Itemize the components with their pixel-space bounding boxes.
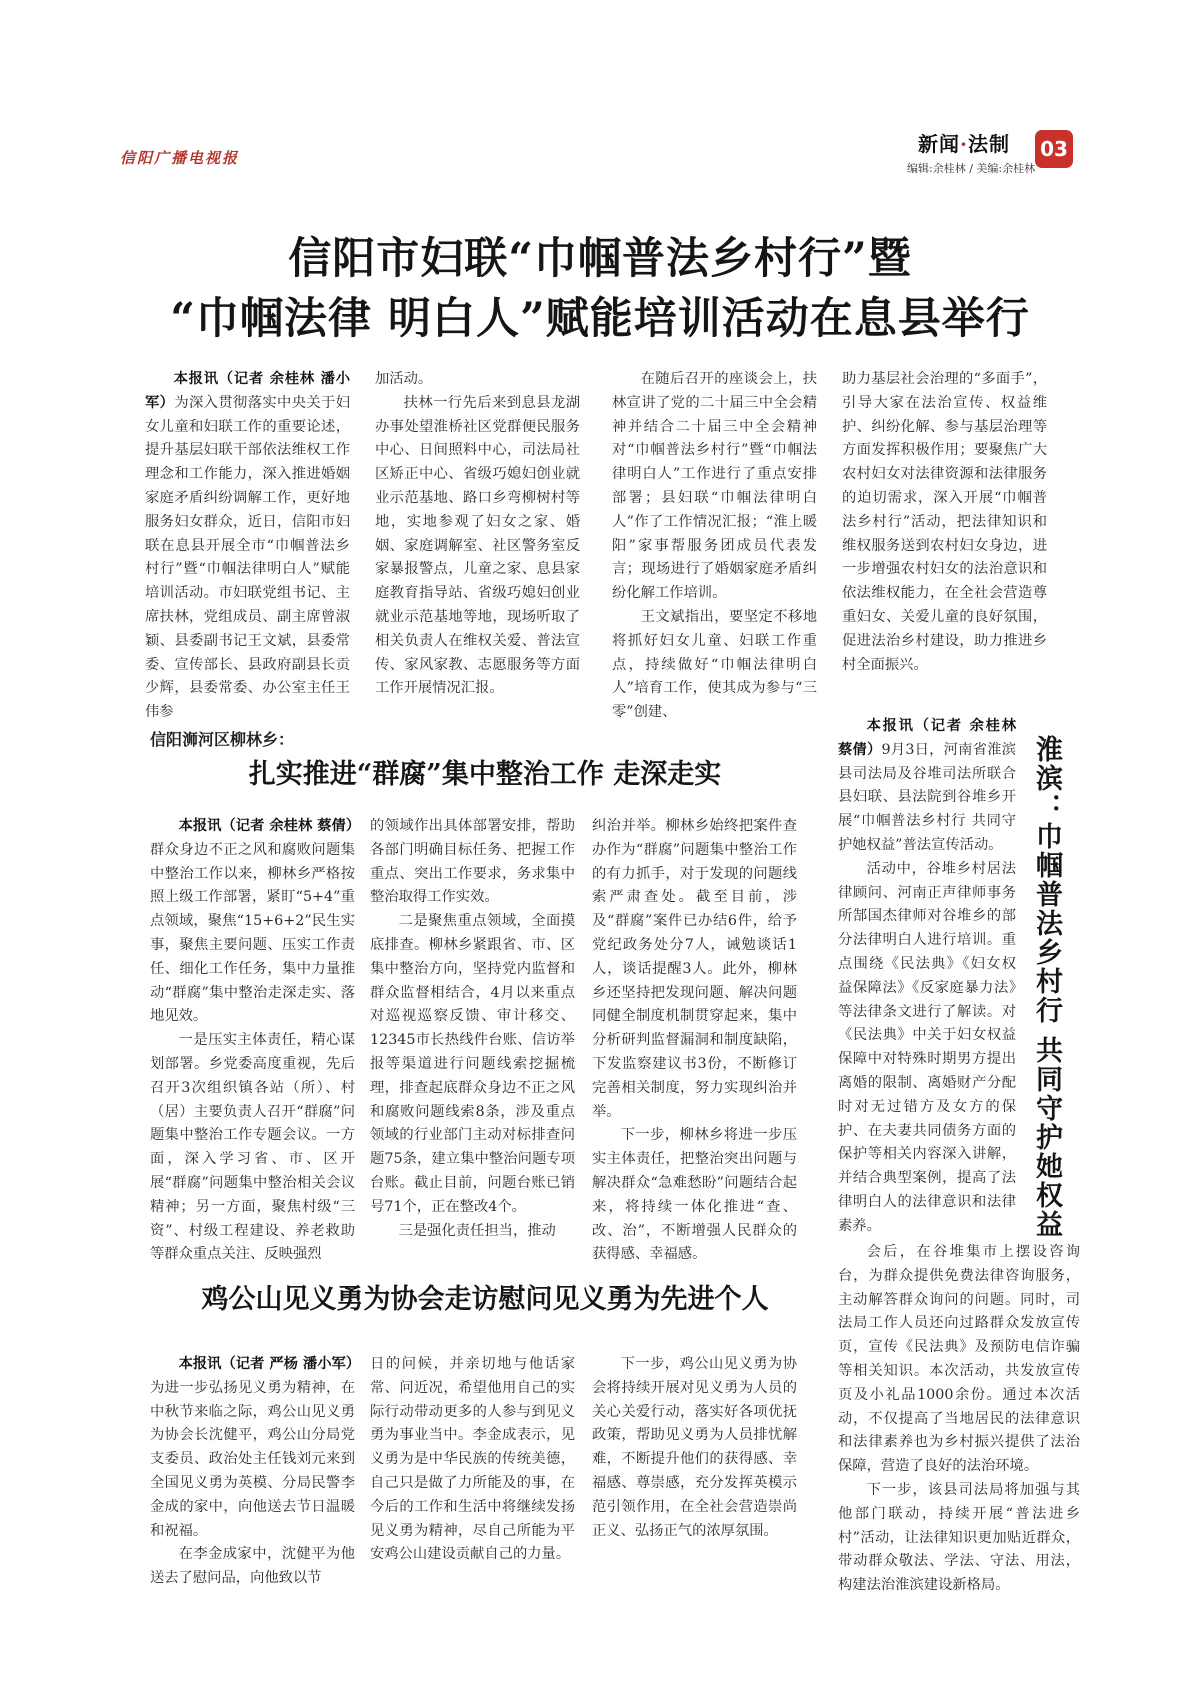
article1-col3-p1: 在随后召开的座谈会上，扶林宣讲了党的二十届三中全会精神并结合二十届三中全会精神对“巾帼普法乡村行”暨“巾帼法律明白人”工作进行了重点安排部署；县妇联“巾帼法律明白人”作了工作情况汇报；“淮上暖阳”家事帮服务团成员代表发言；现场进行了婚姻家庭矛盾纠纷化解工作培训。 — [612, 371, 817, 602]
article2-column-1 — [150, 815, 361, 1263]
article3-column-2 — [838, 1241, 1080, 1594]
article2-column-3 — [592, 815, 797, 1263]
article1-col1-text: 为深入贯彻落实中央关于妇女儿童和妇联工作的重要论述，提升基层妇联干部依法维权工作理念和工作能力，深入推进婚姻家庭矛盾纠纷调解工作，更好地服务妇女群众，近日，信阳市妇联在息县开展全市“巾帼普法乡村行”暨“巾帼法律明白人”赋能培训活动。市妇联党组书记、主席扶林，党组成员、副主席曾淑颖、县委副书记王文斌，县委常委、宣传部长、县政府副县长贡少辉，县委常委、办公室主任王伟参 — [145, 394, 351, 721]
article4-column-2 — [370, 1353, 575, 1593]
article1-title-line2: “巾帼法律 明白人”赋能培训活动在息县举行 — [170, 294, 1030, 344]
editor-credits: 编辑:余桂林 / 美编:余桂林 — [907, 162, 1036, 175]
article4-byline: 本报讯（记者 严杨 潘小军） — [178, 1356, 361, 1372]
article1-column-4 — [842, 368, 1047, 688]
article2-column-2 — [370, 815, 575, 1239]
article3-col2-p1: 会后，在谷堆集市上摆设咨询台，为群众提供免费法律咨询服务，主动解答群众询问的问题。同时，司法局工作人员还向过路群众发放宣传页，宣传《民法典》及预防电信诈骗等相关知识。本次活动，共发放宣传页及小礼品1000余份。通过本次活动，不仅提高了当地居民的法律意识和法律素养也为乡村振兴提供了法治保障，营造了良好的法治环境。 — [838, 1244, 1080, 1475]
masthead: 信阳广播电视报 — [120, 149, 240, 167]
article3-col2-p2: 下一步，该县司法局将加强与其他部门联动，持续开展“普法进乡村”活动，让法律知识更加贴近群众，带动群众敬法、学法、守法、用法，构建法治淮滨建设新格局。 — [838, 1481, 1080, 1594]
section-label-law: 法制 — [967, 132, 1010, 156]
section-label-news: 新闻 — [918, 132, 960, 156]
article2-col3-p2: 下一步，柳林乡将进一步压实主体责任，把整治突出问题与解决群众“急难愁盼”问题结合起来，将持续一体化推进“查、改、治”，不断增强人民群众的获得感、幸福感。 — [592, 1127, 797, 1263]
article4-column-3 — [592, 1353, 797, 1593]
article3-col1-p2: 活动中，谷堆乡村居法律顾问、河南正声律师事务所郜国杰律师对谷堆乡的部分法律明白人进行培训。重点围绕《民法典》《妇女权益保障法》《反家庭暴力法》等法律条文进行了解读。对《民法典》中关于妇女权益保障中对特殊时期男方提出离婚的限制、离婚财产分配时对无过错方及女方的保护、在夫妻共同债务方面的保护等相关内容深入讲解，并结合典型案例，提高了法律明白人的法律意识和法律素养。 — [838, 860, 1016, 1234]
article2-col3-p1: 纠治并举。柳林乡始终把案件查办作为“群腐”问题集中整治工作的有力抓手，对于发现的问题线索严肃查处。截至目前，涉及“群腐”案件已办结6件，给予党纪政务处分7人，诫勉谈话1人，谈话提醒3人。此外，柳林乡还坚持把发现问题、解决问题同健全制度机制贯穿起来，集中分析研判监督漏洞和制度缺陷，下发监察建议书3份，不断修订完善相关制度，努力实现纠治并举。 — [592, 818, 797, 1120]
article1-byline: 本报讯（记者 余桂林 潘小军） — [145, 371, 350, 411]
article2-title: 扎实推进“群腐”集中整治工作 走深走实 — [248, 759, 722, 790]
article1-title-line1: 信阳市妇联“巾帼普法乡村行”暨 — [288, 234, 912, 284]
article3-column-1 — [838, 715, 1016, 1237]
article2-col1-p2: 一是压实主体责任，精心谋划部署。乡党委高度重视，先后召开3次组织镇各站（所）、村（居）主要负责人召开“群腐”问题集中整治工作专题会议。一方面，深入学习省、市、区开展“群腐”问题集中整治相关会议精神；另一方面，聚焦村级“三资”、村级工程建设、养老救助等群众重点关注、反映强烈 — [150, 1032, 355, 1263]
article4-column-1 — [150, 1353, 361, 1593]
section-separator: · — [960, 132, 968, 156]
article1-col4-p1: 助力基层社会治理的“多面手”，引导大家在法治宣传、权益维护、纠纷化解、参与基层治理等方面发挥积极作用；要聚焦广大农村妇女对法律资源和法律服务的迫切需求，深入开展“巾帼普法乡村行”活动，把法律知识和维权服务送到农村妇女身边，进一步增强农村妇女的法治意识和依法维权能力，在全社会营造尊重妇女、关爱儿童的良好氛围，促进法治乡村建设，助力推进乡村全面振兴。 — [842, 371, 1047, 673]
article4-col1-p2: 在李金成家中，沈健平为他送去了慰问品，向他致以节 — [150, 1546, 355, 1587]
article1-column-2 — [375, 368, 580, 697]
article3-byline: 本报讯（记者 余桂林 蔡倩） — [838, 718, 1016, 758]
article2-col2-p2: 二是聚焦重点领域，全面摸底排查。柳林乡紧跟省、市、区集中整治方向，坚持党内监督和群众监督相结合，4月以来重点对巡视巡察反馈、审计移交、12345市长热线件台账、信访举报等渠道进行问题线索挖掘梳理，排查起底群众身边不正之风和腐败问题线索8条，涉及重点领域的行业部门主动对标排查问题75条，建立集中整治问题专项台账。截止目前，问题台账已销号71个，正在整改4个。 — [370, 913, 575, 1215]
article3-col1-p1: 9月3日，河南省淮滨县司法局及谷堆司法所联合县妇联、县法院到谷堆乡开展“巾帼普法乡村行 共同守护她权益”普法宣传活动。 — [838, 741, 1016, 853]
section-name — [918, 128, 1010, 157]
article2-col1-p1: 群众身边不正之风和腐败问题集中整治工作以来，柳林乡严格按照上级工作部署，紧盯“5+4”重点领域，聚焦“15+6+2”民生实事，聚焦主要问题、压实工作责任、细化工作任务，集中力量推动“群腐”集中整治走深走实、落地见效。 — [150, 841, 355, 1025]
article2-kicker: 信阳浉河区柳林乡： — [150, 730, 295, 749]
article4-col1-p1: 为进一步弘扬见义勇为精神，在中秋节来临之际，鸡公山见义勇为协会长沈健平，鸡公山分局党支委员、政治处主任钱刘元来到全国见义勇为英模、分局民警李金成的家中，向他送去节日温暖和祝福。 — [150, 1379, 355, 1539]
article1-column-3 — [612, 368, 817, 721]
article2-col2-p1: 的领域作出具体部署安排，帮助各部门明确目标任务、把握工作重点、突出工作要求，务求集中整治取得工作实效。 — [370, 818, 575, 906]
article4-title: 鸡公山见义勇为协会走访慰问见义勇为先进个人 — [201, 1284, 769, 1315]
article4-col2-p1: 日的问候，并亲切地与他话家常、问近况，希望他用自己的实际行动带动更多的人参与到见义勇为事业当中。李金成表示，见义勇为是中华民族的传统美德，自己只是做了力所能及的事，在今后的工作和生活中将继续发扬见义勇为精神，尽自己所能为平安鸡公山建设贡献自己的力量。 — [370, 1356, 575, 1563]
article4-col3-p1: 下一步，鸡公山见义勇为协会将持续开展对见义勇为人员的关心关爱行动，落实好各项优抚政策，帮助见义勇为人员排忧解难，不断提升他们的获得感、幸福感、尊崇感，充分发挥英模示范引领作用，在全社会营造崇尚正义、弘扬正气的浓厚氛围。 — [592, 1356, 797, 1539]
page-number-badge: 03 — [1035, 130, 1073, 168]
article1-column-1 — [145, 368, 351, 721]
article2-col2-p3: 三是强化责任担当，推动 — [398, 1222, 556, 1239]
article2-byline: 本报讯（记者 余桂林 蔡倩） — [178, 818, 361, 834]
article1-col3-p2: 王文斌指出，要坚定不移地将抓好妇女儿童、妇联工作重点，持续做好“巾帼法律明白人”培育工作，使其成为参与“三零”创建、 — [612, 608, 817, 721]
article3-vertical-title: 淮滨：巾帼普法乡村行 共同守护她权益 — [1031, 735, 1062, 1240]
article1-col2-p1: 加活动。 — [375, 371, 433, 387]
article1-col2-p2: 扶林一行先后来到息县龙湖办事处望淮桥社区党群便民服务中心、日间照料中心，司法局社区矫正中心、省级巧媳妇创业就业示范基地、路口乡弯柳树村等地，实地参观了妇女之家、婚姻、家庭调解室、社区警务室反家暴报警点，儿童之家、息县家庭教育指导站、省级巧媳妇创业就业示范基地等地，现场听取了相关负责人在维权关爱、普法宣传、家风家教、志愿服务等方面工作开展情况汇报。 — [375, 394, 580, 697]
